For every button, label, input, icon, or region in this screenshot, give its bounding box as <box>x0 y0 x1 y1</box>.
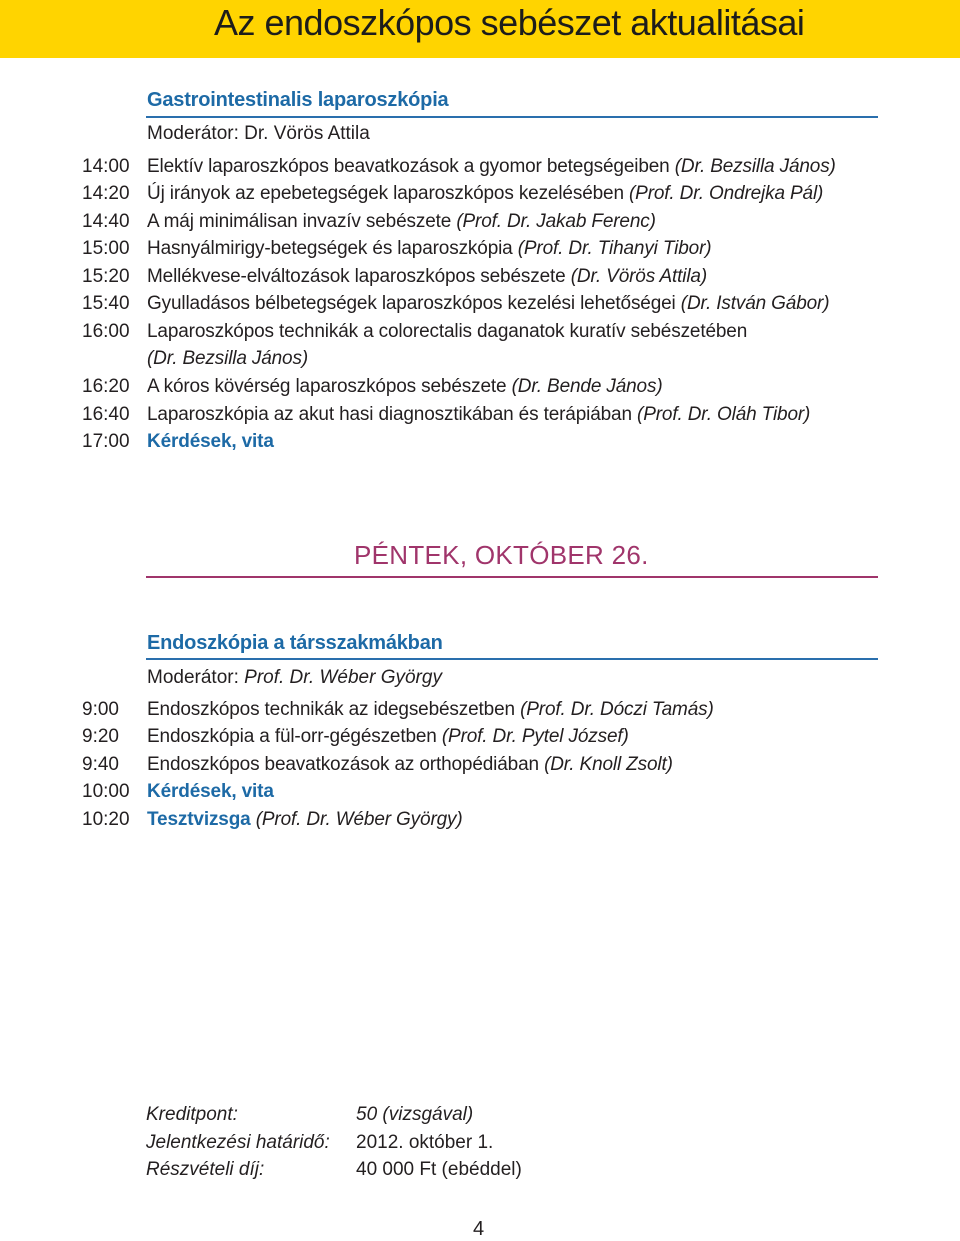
info-row <box>146 1132 494 1154</box>
schedule-row <box>0 156 960 182</box>
time-label: 9:40 <box>82 754 119 775</box>
info-value: 50 (vizsgával) <box>356 1104 474 1125</box>
info-label: Kreditpont: <box>146 1104 238 1125</box>
time-label: 16:40 <box>82 404 130 425</box>
time-label: 14:20 <box>82 183 130 204</box>
moderator-name: Dr. Vörös Attila <box>244 123 370 144</box>
info-value: 40 000 Ft (ebéddel) <box>356 1159 522 1180</box>
schedule-row <box>0 431 960 457</box>
schedule-row <box>0 266 960 292</box>
speaker-name: (Prof. Dr. Pytel József) <box>441 726 629 747</box>
page-number: 4 <box>473 1218 485 1240</box>
time-label: 17:00 <box>82 431 130 452</box>
speaker-name: (Prof. Dr. Tihanyi Tibor) <box>517 238 712 259</box>
talk-title: Hasnyálmirigy-betegségek és laparoszkópia <box>147 238 513 259</box>
schedule-row <box>0 293 960 319</box>
info-row <box>146 1159 522 1181</box>
moderator-label: Moderátor: <box>147 667 239 688</box>
schedule-row <box>0 809 960 835</box>
speaker-name: (Prof. Dr. Wéber György) <box>255 809 463 830</box>
info-row <box>146 1104 474 1126</box>
time-label: 16:00 <box>82 321 130 342</box>
schedule-row <box>0 781 960 807</box>
speaker-name: (Dr. Bezsilla János) <box>674 156 836 177</box>
discussion-label: Kérdések, vita <box>147 431 274 452</box>
time-label: 14:00 <box>82 156 130 177</box>
time-label: 15:00 <box>82 238 130 259</box>
talk-title: Gyulladásos bélbetegségek laparoszkópos kezelési lehetőségei <box>147 293 676 314</box>
speaker-name: (Dr. Knoll Zsolt) <box>544 754 673 775</box>
time-label: 10:20 <box>82 809 130 830</box>
info-value: 2012. október 1. <box>356 1132 494 1153</box>
time-label: 16:20 <box>82 376 130 397</box>
talk-title: Endoszkópos technikák az idegsebészetben <box>147 699 515 720</box>
schedule-row <box>0 754 960 780</box>
info-label: Jelentkezési határidő: <box>146 1132 330 1153</box>
talk-title: A kóros kövérség laparoszkópos sebészete <box>147 376 507 397</box>
talk-title: Laparoszkópos technikák a colorectalis daganatok kuratív sebészetében <box>147 321 748 342</box>
schedule-row <box>0 404 960 430</box>
speaker-name: (Prof. Dr. Jakab Ferenc) <box>456 211 656 232</box>
time-label: 9:00 <box>82 699 119 720</box>
section-divider <box>146 116 878 118</box>
schedule-row <box>0 211 960 237</box>
talk-title: Endoszkópos beavatkozások az orthopédiában <box>147 754 539 775</box>
page-title: Az endoszkópos sebészet aktualitásai <box>214 2 805 43</box>
schedule-row <box>0 238 960 264</box>
speaker-name: (Dr. Bende János) <box>511 376 663 397</box>
schedule-row <box>0 321 960 375</box>
time-label: 15:20 <box>82 266 130 287</box>
moderator-label: Moderátor: <box>147 123 239 144</box>
discussion-label: Kérdések, vita <box>147 781 274 802</box>
header-banner <box>0 0 960 58</box>
moderator-name: Prof. Dr. Wéber György <box>244 667 442 688</box>
talk-title: Mellékvese-elváltozások laparoszkópos sebészete <box>147 266 566 287</box>
speaker-name: (Prof. Dr. Ondrejka Pál) <box>629 183 824 204</box>
schedule-row <box>0 699 960 725</box>
speaker-name: (Prof. Dr. Oláh Tibor) <box>637 404 811 425</box>
moderator-line <box>147 667 442 689</box>
speaker-name: (Dr. Bezsilla János) <box>147 348 309 369</box>
speaker-name: (Prof. Dr. Dóczi Tamás) <box>520 699 714 720</box>
time-label: 10:00 <box>82 781 130 802</box>
day-divider <box>146 576 878 578</box>
moderator-line <box>147 123 370 145</box>
section-divider <box>146 658 878 660</box>
talk-title: Endoszkópia a fül-orr-gégészetben <box>147 726 437 747</box>
speaker-name: (Dr. István Gábor) <box>680 293 830 314</box>
time-label: 9:20 <box>82 726 119 747</box>
talk-title: A máj minimálisan invazív sebészete <box>147 211 452 232</box>
schedule-row <box>0 376 960 402</box>
day-heading: PÉNTEK, OKTÓBER 26. <box>354 540 649 570</box>
test-label: Tesztvizsga <box>147 809 251 830</box>
schedule-row <box>0 183 960 209</box>
session-title: Endoszkópia a társszakmákban <box>147 632 443 654</box>
schedule-row <box>0 726 960 752</box>
info-label: Részvételi díj: <box>146 1159 265 1180</box>
talk-title: Laparoszkópia az akut hasi diagnosztikában és terápiában <box>147 404 632 425</box>
talk-title: Új irányok az epebetegségek laparoszkópos kezelésében <box>147 183 624 204</box>
time-label: 15:40 <box>82 293 130 314</box>
time-label: 14:40 <box>82 211 130 232</box>
session-title: Gastrointestinalis laparoszkópia <box>147 89 449 111</box>
talk-title: Elektív laparoszkópos beavatkozások a gyomor betegségeiben <box>147 156 670 177</box>
speaker-name: (Dr. Vörös Attila) <box>570 266 708 287</box>
